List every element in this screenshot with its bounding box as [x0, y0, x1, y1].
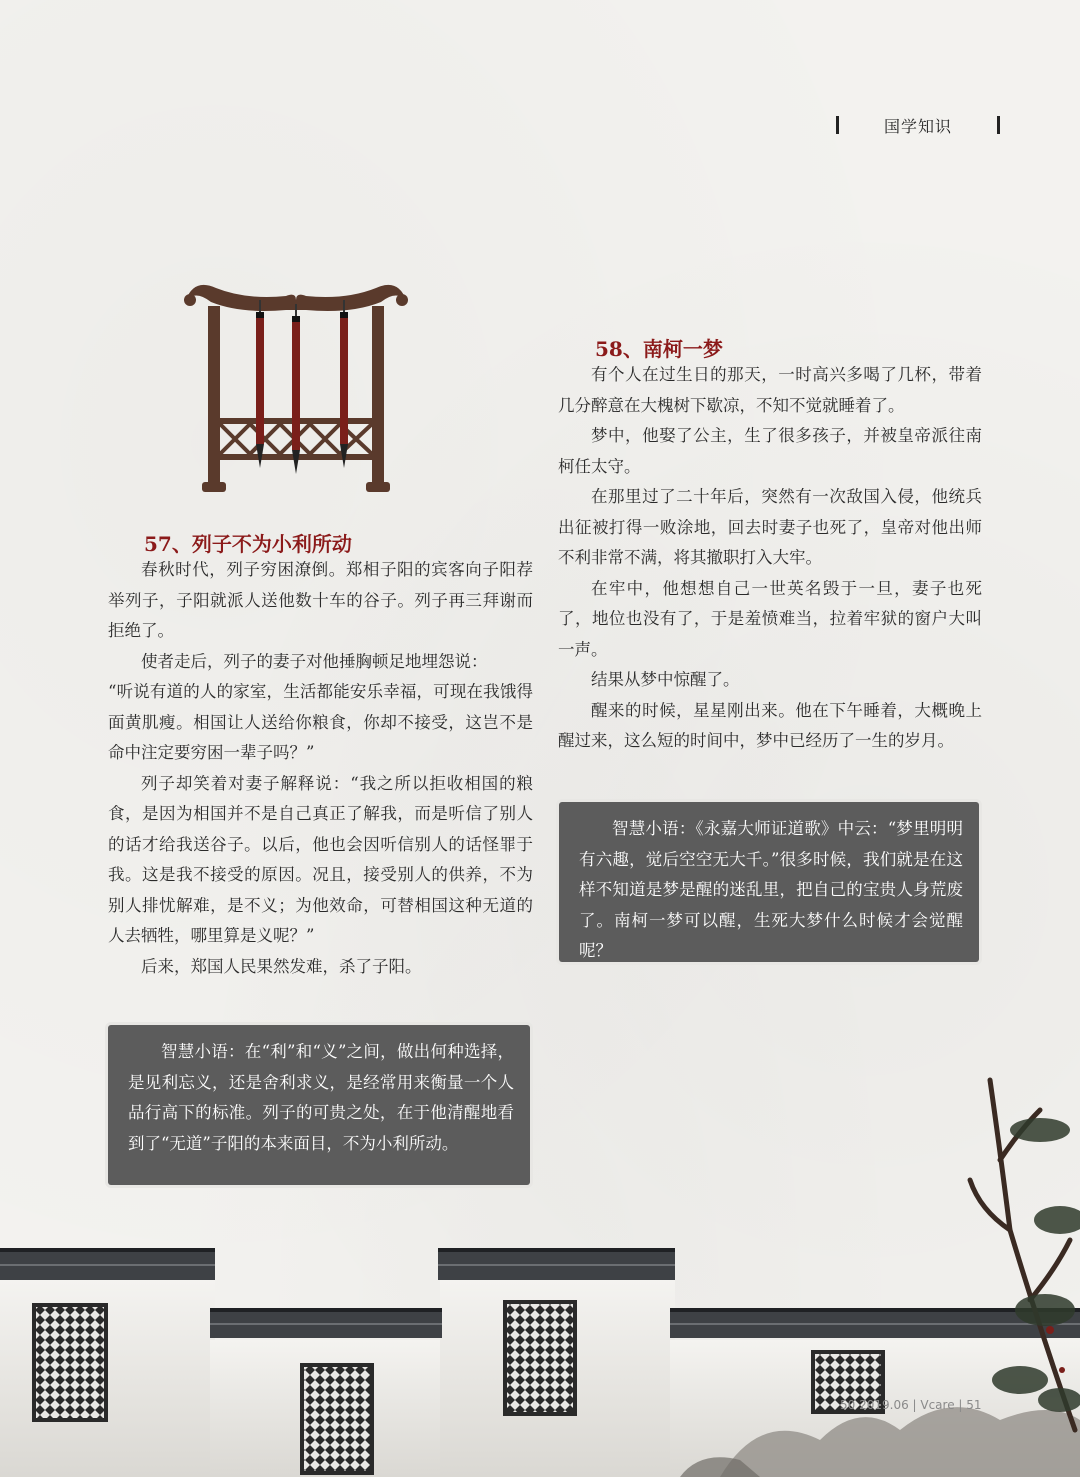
article-57-paragraph: 使者走后，列子的妻子对他捶胸顿足地埋怨说： [141, 651, 488, 671]
article-58-paragraph: 醒来的时候，星星刚出来。他在下午睡着，大概晚上醒过来，这么短的时间中，梦中已经历了一生的岁月。 [558, 700, 982, 750]
article-57-paragraph: 春秋时代，列子穷困潦倒。郑相子阳的宾客向子阳荐举列子，子阳就派人送他数十车的谷子。列子再三拜谢而拒绝了。 [108, 560, 533, 640]
article-57-title: 57、列子不为小利所动 [144, 532, 352, 556]
section-title-label: 国学知识 [883, 116, 952, 136]
article-57-paragraph: 列子却笑着对妻子解释说：“我之所以拒收相国的粮食，是因为相国并不是自己真正了解我，而是听信了别人的话才给我送谷子。以后，他也会因听信别人的话怪罪于我。这是我不接受的原因。况且，接受别人的供养，不为别人排忧解难，是不义；为他效命，可替相国这种无道的人去牺牲，哪里算是义呢？” [108, 773, 533, 945]
article-58-body [558, 360, 982, 757]
article-58-paragraph: 结果从梦中惊醒了。 [591, 670, 740, 689]
article-58-paragraph: 在那里过了二十年后，突然有一次敌国入侵，他统兵出征被打得一败涂地，回去时妻子也死了，皇帝对他出师不利非常不满，将其撤职打入大牢。 [558, 487, 982, 567]
article-58-paragraph: 梦中，他娶了公主，生了很多孩子，并被皇帝派往南柯任太守。 [558, 426, 982, 476]
article-57-paragraph: 后来，郑国人民果然发难，杀了子阳。 [141, 956, 422, 976]
header-bar-left [836, 116, 839, 134]
brush-rack-illustration [176, 270, 416, 500]
courtyard-wall-illustration [0, 1070, 1080, 1477]
article-58-wisdom-box [559, 802, 979, 962]
article-58-paragraph: 在牢中，他想想自己一世英名毁于一旦，妻子也死了，地位也没有了，于是羞愤难当，拉着牢狱的窗户大叫一声。 [558, 578, 982, 659]
article-58-title: 58、南柯一梦 [595, 337, 723, 361]
section-header [836, 112, 1000, 138]
article-58-paragraph: 有个人在过生日的那天，一时高兴多喝了几杯，带着几分醉意在大槐树下歇凉，不知不觉就睡着了。 [558, 365, 982, 415]
article-58-wisdom-text: 智慧小语：《永嘉大师证道歌》中云：“梦里明明有六趣，觉后空空无大千。”很多时候，我们就是在这样不知道是梦是醒的迷乱里，把自己的宝贵人身荒废了。南柯一梦可以醒，生死大梦什么时候才会觉醒呢？ [579, 819, 963, 960]
article-57-wisdom-text: 智慧小语：在“利”和“义”之间，做出何种选择，是见利忘义，还是舍利求义，是经常用来衡量一个人品行高下的标准。列子的可贵之处，在于他清醒地看到了“无道”子阳的本来面目，不为小利所动。 [128, 1042, 514, 1153]
page-footer: 50 2019.06 | Vcare | 51 [840, 1398, 982, 1412]
header-bar-right [997, 116, 1000, 134]
article-57-body [108, 555, 533, 982]
article-57-paragraph: “听说有道的人的家室，生活都能安乐幸福，可现在我饿得面黄肌瘦。相国让人送给你粮食，你却不接受，这岂不是命中注定要穷困一辈子吗？” [108, 682, 533, 762]
